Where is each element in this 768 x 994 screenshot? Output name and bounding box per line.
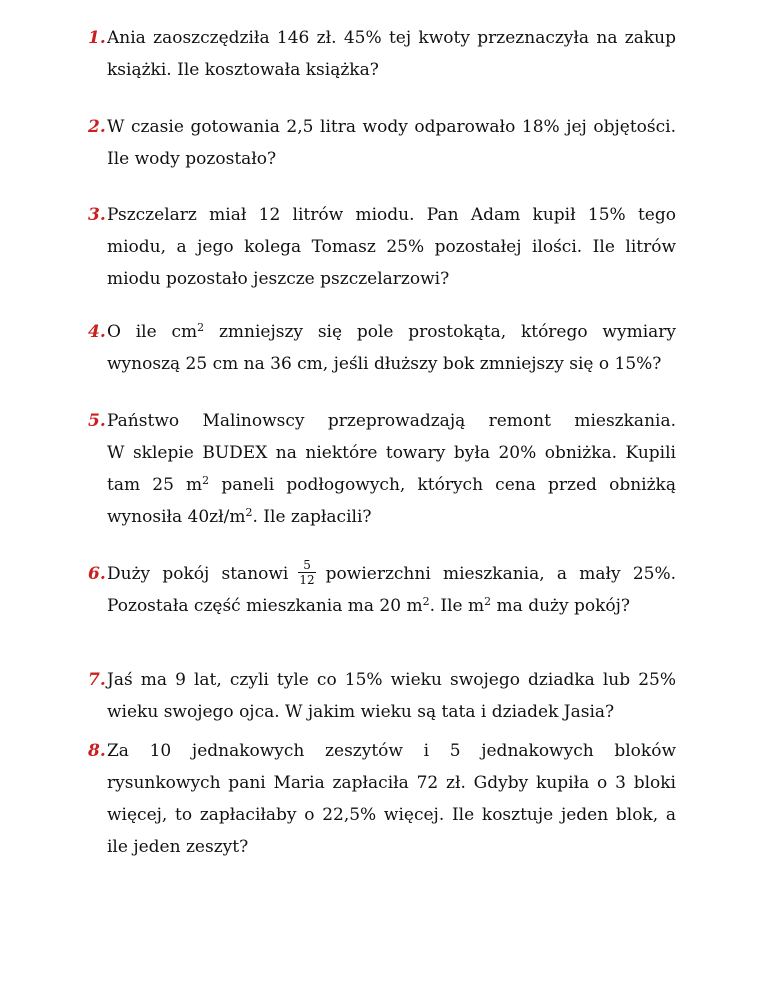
text-part: . Ile m bbox=[429, 596, 485, 616]
superscript: 2 bbox=[245, 506, 253, 519]
fraction bbox=[298, 558, 315, 587]
problem-number: 6. bbox=[88, 564, 106, 584]
problem-text bbox=[107, 558, 676, 622]
problem-number: 3. bbox=[88, 205, 106, 225]
text-part: paneli podłogowych, których cena przed obniżką wynosiła 40zł/m bbox=[107, 475, 676, 527]
problem-text: Pszczelarz miał 12 litrów miodu. Pan Adam kupił 15% tego miodu, a jego kolega Tomasz 25% pozostałej ilości. Ile litrów miodu pozostało jeszcze pszczelarzowi? bbox=[107, 205, 676, 289]
problem-2 bbox=[88, 111, 676, 175]
problem-number: 4. bbox=[88, 322, 106, 342]
problem-3 bbox=[88, 199, 676, 295]
problem-4 bbox=[88, 316, 676, 380]
text-part: ma duży pokój? bbox=[491, 596, 631, 616]
text-line: Państwo Malinowscy przeprowadzają remont mieszkania. bbox=[107, 411, 676, 431]
fraction-numerator: 5 bbox=[298, 558, 315, 573]
superscript: 2 bbox=[202, 474, 210, 487]
superscript: 2 bbox=[484, 595, 492, 608]
text-part: zmniejszy się pole prostokąta, którego wymiary wynoszą 25 cm na 36 cm, jeśli dłuższy bok zmniejszy się o 15%? bbox=[107, 322, 676, 374]
problem-number: 7. bbox=[88, 670, 106, 690]
problem-text bbox=[107, 405, 676, 533]
text-part: Duży pokój stanowi bbox=[107, 564, 289, 584]
text-part: O ile cm bbox=[107, 322, 198, 342]
problem-6 bbox=[88, 558, 676, 622]
problem-7 bbox=[88, 664, 676, 728]
problem-text: Za 10 jednakowych zeszytów i 5 jednakowych bloków rysunkowych pani Maria zapłaciła 72 zł. Gdyby kupiła o 3 bloki więcej, to zapłaciłaby o 22,5% więcej. Ile kosztuje jeden blok, a ile jeden zeszyt? bbox=[107, 741, 676, 857]
problem-text: Jaś ma 9 lat, czyli tyle co 15% wieku swojego dziadka lub 25% wieku swojego ojca. W jakim wieku są tata i dziadek Jasia? bbox=[107, 670, 676, 722]
text-part: . Ile zapłacili? bbox=[252, 507, 372, 527]
problem-number: 8. bbox=[88, 741, 106, 761]
problem-text bbox=[107, 316, 676, 380]
problem-number: 5. bbox=[88, 411, 106, 431]
problem-number: 1. bbox=[88, 28, 106, 48]
problem-5 bbox=[88, 405, 676, 533]
problem-8 bbox=[88, 735, 676, 863]
text-part: W sklepie BUDEX na niektóre towary była 20% obniżka. Kupili tam 25 m bbox=[107, 443, 676, 495]
problem-text: Ania zaoszczędziła 146 zł. 45% tej kwoty przeznaczyła na zakup książki. Ile kosztowała książka? bbox=[107, 28, 676, 80]
problem-text: W czasie gotowania 2,5 litra wody odparowało 18% jej objętości. Ile wody pozostało? bbox=[107, 117, 676, 169]
problem-1 bbox=[88, 22, 676, 86]
fraction-denominator: 12 bbox=[299, 573, 315, 587]
superscript: 2 bbox=[197, 321, 205, 334]
text-part: powierzchni mieszkania, a mały 25%. Pozostała część mieszkania ma 20 m bbox=[107, 564, 677, 616]
problem-number: 2. bbox=[88, 117, 106, 137]
superscript: 2 bbox=[422, 595, 430, 608]
